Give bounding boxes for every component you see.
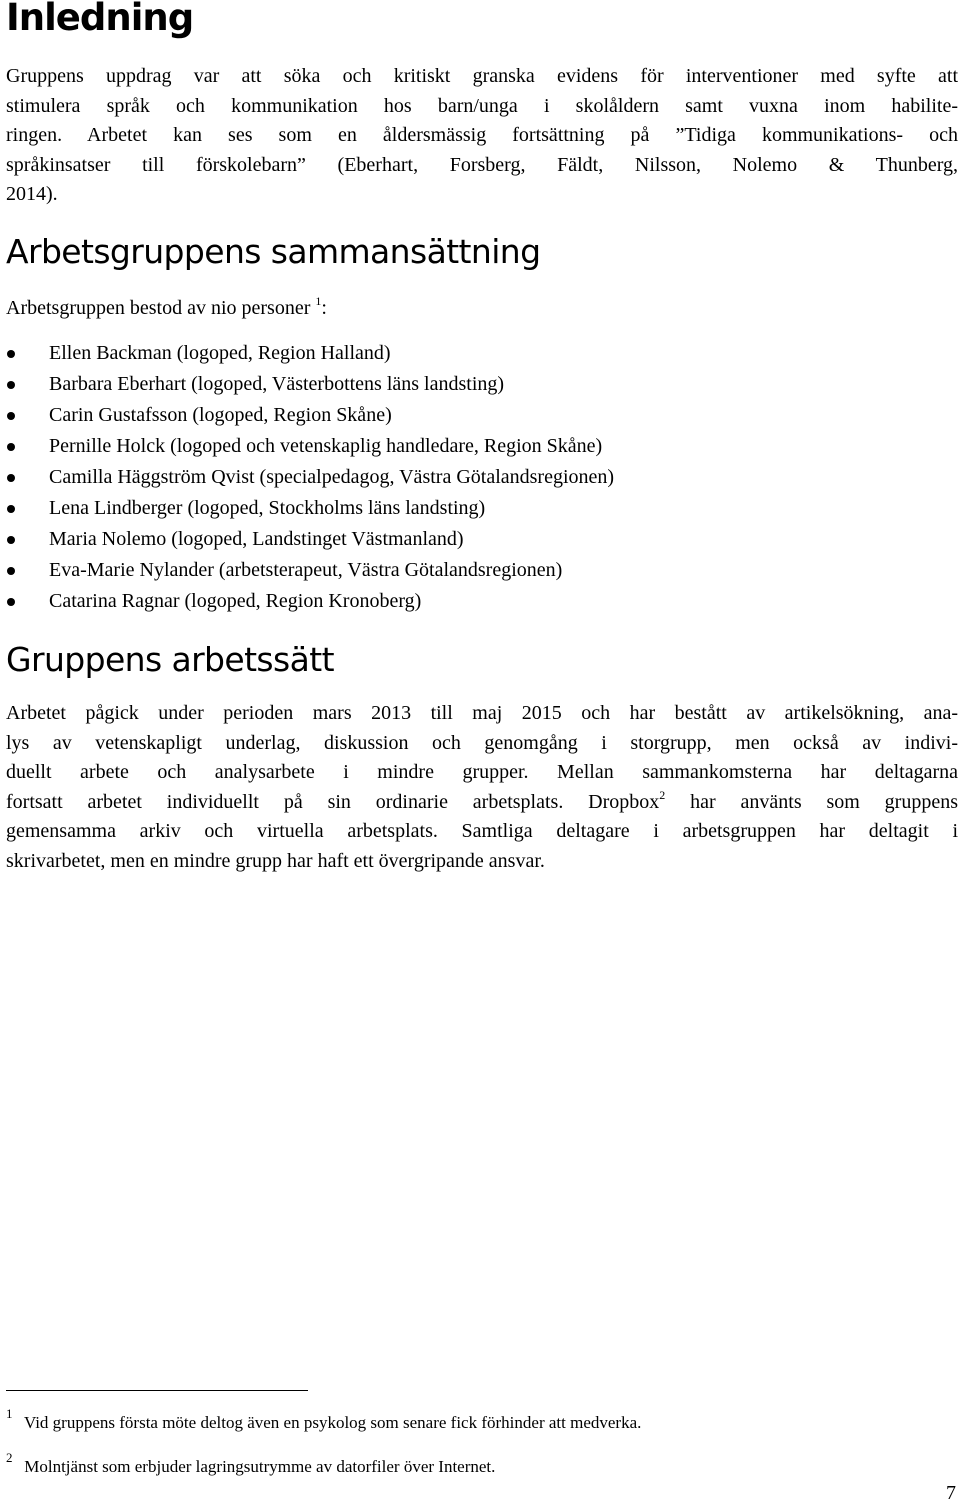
bullet-icon bbox=[7, 443, 15, 451]
member-text: Pernille Holck (logoped och vetenskaplig handledare, Region Skåne) bbox=[49, 435, 603, 457]
paragraph-line bbox=[6, 788, 958, 818]
member-text: Ellen Backman (logoped, Region Halland) bbox=[49, 342, 391, 364]
footnote-ref-1: 1 bbox=[315, 294, 322, 308]
bullet-icon bbox=[7, 567, 15, 575]
paragraph-line: gemensamma arkiv och virtuella arbetsplats. Samtliga deltagare i arbetsgruppen har deltagit i bbox=[6, 820, 958, 842]
member-text: Maria Nolemo (logoped, Landstinget Västmanland) bbox=[49, 528, 464, 550]
section-heading-composition: Arbetsgruppens sammansättning bbox=[6, 232, 541, 271]
paragraph-line: ringen. Arbetet kan ses som en åldersmässig fortsättning på ”Tidiga kommunikations- och bbox=[6, 124, 958, 146]
paragraph-line: duellt arbete och analysarbete i mindre grupper. Mellan sammankomsterna har deltagarna bbox=[6, 761, 958, 783]
paragraph-line: skrivarbetet, men en mindre grupp har haft ett övergripande ansvar. bbox=[6, 849, 545, 872]
paragraph-line: 2014). bbox=[6, 183, 58, 205]
footnote-number: 1 bbox=[6, 1406, 13, 1421]
list-item bbox=[0, 431, 614, 462]
list-item bbox=[0, 586, 614, 617]
list-item bbox=[0, 462, 614, 493]
bullet-icon bbox=[7, 598, 15, 606]
paragraph-line: Arbetet pågick under perioden mars 2013 till maj 2015 och har bestått av artikelsökning, ana- bbox=[6, 702, 958, 724]
bullet-icon bbox=[7, 536, 15, 544]
member-text: Lena Lindberger (logoped, Stockholms läns landsting) bbox=[49, 497, 486, 519]
bullet-icon bbox=[7, 381, 15, 389]
bullet-icon bbox=[7, 350, 15, 358]
list-item bbox=[0, 555, 614, 586]
paragraph-line: språkinsatser till förskolebarn” (Eberhart, Forsberg, Fäldt, Nilsson, Nolemo & Thunberg, bbox=[6, 153, 958, 176]
paragraph-line: Gruppens uppdrag var att söka och kritiskt granska evidens för interventioner med syfte att bbox=[6, 65, 958, 87]
line-text: fortsatt arbetet individuellt på sin ordinarie arbetsplats. Dropbox bbox=[6, 790, 660, 813]
footnote-number: 2 bbox=[6, 1450, 13, 1465]
composition-intro bbox=[6, 293, 327, 323]
member-text: Camilla Häggström Qvist (specialpedagog, Västra Götalandsregionen) bbox=[49, 466, 615, 488]
intro-paragraph bbox=[6, 62, 958, 210]
line-text-tail: har använts som gruppens bbox=[665, 790, 959, 813]
footnote-text: Vid gruppens första möte deltog även en psykolog som senare fick förhinder att medverka. bbox=[23, 1413, 642, 1432]
bullet-icon bbox=[7, 505, 15, 513]
list-item bbox=[0, 338, 614, 369]
list-item bbox=[0, 493, 614, 524]
paragraph-line: stimulera språk och kommunikation hos barn/unga i skolåldern samt vuxna inom habilite- bbox=[6, 94, 958, 117]
bullet-icon bbox=[7, 412, 15, 420]
method-paragraph bbox=[6, 699, 958, 876]
footnote-text: Molntjänst som erbjuder lagringsutrymme av datorfiler över Internet. bbox=[24, 1457, 496, 1476]
member-list bbox=[0, 338, 614, 617]
list-item bbox=[0, 400, 614, 431]
member-text: Catarina Ragnar (logoped, Region Kronoberg) bbox=[49, 590, 422, 612]
footnote-1 bbox=[6, 1406, 641, 1433]
section-heading-method: Gruppens arbetssätt bbox=[6, 640, 334, 679]
paragraph-line: lys av vetenskapligt underlag, diskussion och genomgång i storgrupp, men också av indivi- bbox=[6, 731, 958, 754]
member-text: Eva-Marie Nylander (arbetsterapeut, Västra Götalandsregionen) bbox=[49, 559, 563, 581]
member-text: Carin Gustafsson (logoped, Region Skåne) bbox=[49, 404, 392, 426]
composition-intro-text: Arbetsgruppen bestod av nio personer bbox=[6, 297, 311, 319]
footnote-ref-2: 2 bbox=[659, 787, 666, 802]
page-number: 7 bbox=[946, 1482, 956, 1504]
composition-intro-colon: : bbox=[321, 297, 327, 319]
footnote-2 bbox=[6, 1450, 495, 1477]
member-text: Barbara Eberhart (logoped, Västerbottens läns landsting) bbox=[49, 373, 505, 395]
bullet-icon bbox=[7, 474, 15, 482]
section-heading-inledning: Inledning bbox=[6, 0, 194, 39]
list-item bbox=[0, 369, 614, 400]
footnote-divider bbox=[6, 1390, 308, 1391]
list-item bbox=[0, 524, 614, 555]
